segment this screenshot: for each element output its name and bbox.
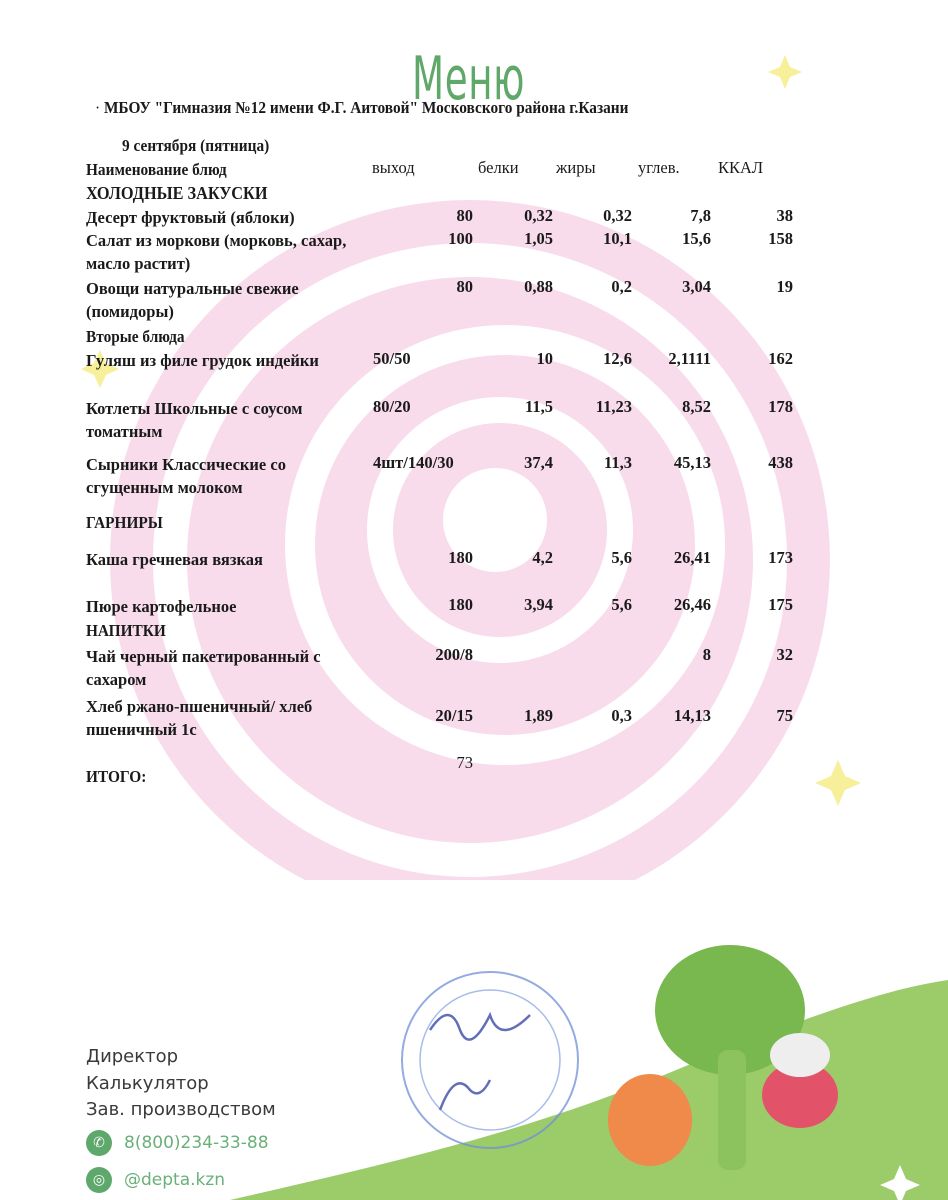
instagram-contact[interactable]: [86, 1167, 225, 1193]
dish-protein: 0,88: [524, 277, 553, 296]
col-header-kcal: ККАЛ: [718, 158, 764, 177]
menu-date: 9 сентября (пятница): [122, 136, 270, 155]
instagram-icon: ◎: [86, 1167, 112, 1193]
dish-carbs: 15,6: [682, 229, 711, 248]
dish-name: Десерт фруктовый (яблоки): [86, 208, 295, 227]
col-header-name: Наименование блюд: [86, 160, 227, 179]
col-header-fat: жиры: [556, 158, 596, 177]
dish-fat: 0,3: [611, 706, 632, 725]
dish-protein: 1,89: [524, 706, 553, 725]
dish-fat: 5,6: [611, 595, 632, 614]
section-sides: ГАРНИРЫ: [86, 513, 163, 532]
dish-protein: 0,32: [524, 206, 553, 225]
dish-output: 80/20: [373, 397, 411, 416]
dish-name: Сырники Классические со сгущенным молоком: [86, 455, 286, 497]
dish-name: Хлеб ржано-пшеничный/ хлеб пшеничный 1с: [86, 697, 313, 739]
sparkle-icon: [815, 760, 861, 806]
dish-carbs: 8,52: [682, 397, 711, 416]
dish-kcal: 38: [776, 206, 793, 225]
dish-carbs: 14,13: [673, 706, 711, 725]
dish-fat: 0,32: [603, 206, 632, 225]
dish-output: 50/50: [373, 349, 411, 368]
dish-output: 20/15: [435, 706, 473, 725]
dish-carbs: 2,1111: [668, 349, 711, 368]
sparkle-icon: [768, 55, 802, 89]
dish-kcal: 162: [768, 349, 793, 368]
phone-icon: ✆: [86, 1130, 112, 1156]
dish-protein: 37,4: [524, 453, 553, 472]
dish-fat: 11,3: [604, 453, 632, 472]
dish-kcal: 178: [768, 397, 793, 416]
dish-output: 100: [448, 229, 473, 248]
dish-protein: 11,5: [525, 397, 553, 416]
section-drinks: НАПИТКИ: [86, 621, 166, 640]
col-header-protein: белки: [478, 158, 519, 177]
dish-kcal: 32: [776, 645, 793, 664]
dish-carbs: 45,13: [673, 453, 711, 472]
phone-number[interactable]: 8(800)234-33-88: [124, 1133, 269, 1153]
school-name: · МБОУ "Гимназия №12 имени Ф.Г. Аитовой" Московского района г.Казани: [95, 98, 629, 117]
dish-kcal: 175: [768, 595, 793, 614]
total-label: ИТОГО:: [86, 767, 147, 786]
dish-fat: 10,1: [603, 229, 632, 248]
dish-kcal: 158: [768, 229, 793, 248]
dish-carbs: 8: [702, 645, 711, 664]
dish-kcal: 75: [776, 706, 793, 725]
dish-carbs: 26,41: [673, 548, 711, 567]
dish-name: Пюре картофельное: [86, 597, 237, 616]
dish-fat: 12,6: [603, 349, 632, 368]
dish-output: 80: [456, 277, 473, 296]
dish-fat: 5,6: [611, 548, 632, 567]
menu-logo: Меню: [412, 44, 526, 114]
footer-calculator: Калькулятор: [86, 1073, 209, 1094]
phone-contact[interactable]: [86, 1130, 269, 1156]
dish-kcal: 438: [768, 453, 793, 472]
dish-output: 80: [456, 206, 473, 225]
instagram-handle[interactable]: @depta.kzn: [124, 1170, 226, 1190]
col-header-output: выход: [372, 158, 415, 177]
dish-kcal: 19: [776, 277, 793, 296]
dish-protein: 1,05: [524, 229, 553, 248]
dish-name: Котлеты Школьные с соусом томатным: [86, 399, 303, 441]
dish-protein: 10: [536, 349, 553, 368]
total-value: 73: [456, 753, 473, 772]
dish-fat: 11,23: [595, 397, 632, 416]
dish-output: 4шт/140/30: [373, 453, 454, 472]
dish-output: 180: [448, 548, 473, 567]
section-second: Вторые блюда: [86, 327, 185, 346]
dish-protein: 3,94: [524, 595, 553, 614]
dish-carbs: 7,8: [690, 206, 711, 225]
footer-director: Директор: [86, 1046, 179, 1067]
col-header-carbs: углев.: [638, 158, 680, 177]
dish-name: Овощи натуральные свежие (помидоры): [86, 279, 299, 321]
dish-name: Чай черный пакетированный с сахаром: [86, 647, 321, 689]
section-cold: ХОЛОДНЫЕ ЗАКУСКИ: [86, 183, 268, 203]
dish-carbs: 26,46: [673, 595, 711, 614]
dish-output: 180: [448, 595, 473, 614]
dish-output: 200/8: [435, 645, 473, 664]
dish-kcal: 173: [768, 548, 793, 567]
dish-carbs: 3,04: [682, 277, 711, 296]
dish-protein: 4,2: [532, 548, 553, 567]
dish-name: Салат из моркови (морковь, сахар, масло растит): [86, 231, 347, 273]
dish-name: Каша гречневая вязкая: [86, 550, 263, 569]
dish-name: Гуляш из филе грудок индейки: [86, 351, 319, 370]
dish-fat: 0,2: [611, 277, 632, 296]
footer-production: Зав. производством: [86, 1099, 276, 1120]
